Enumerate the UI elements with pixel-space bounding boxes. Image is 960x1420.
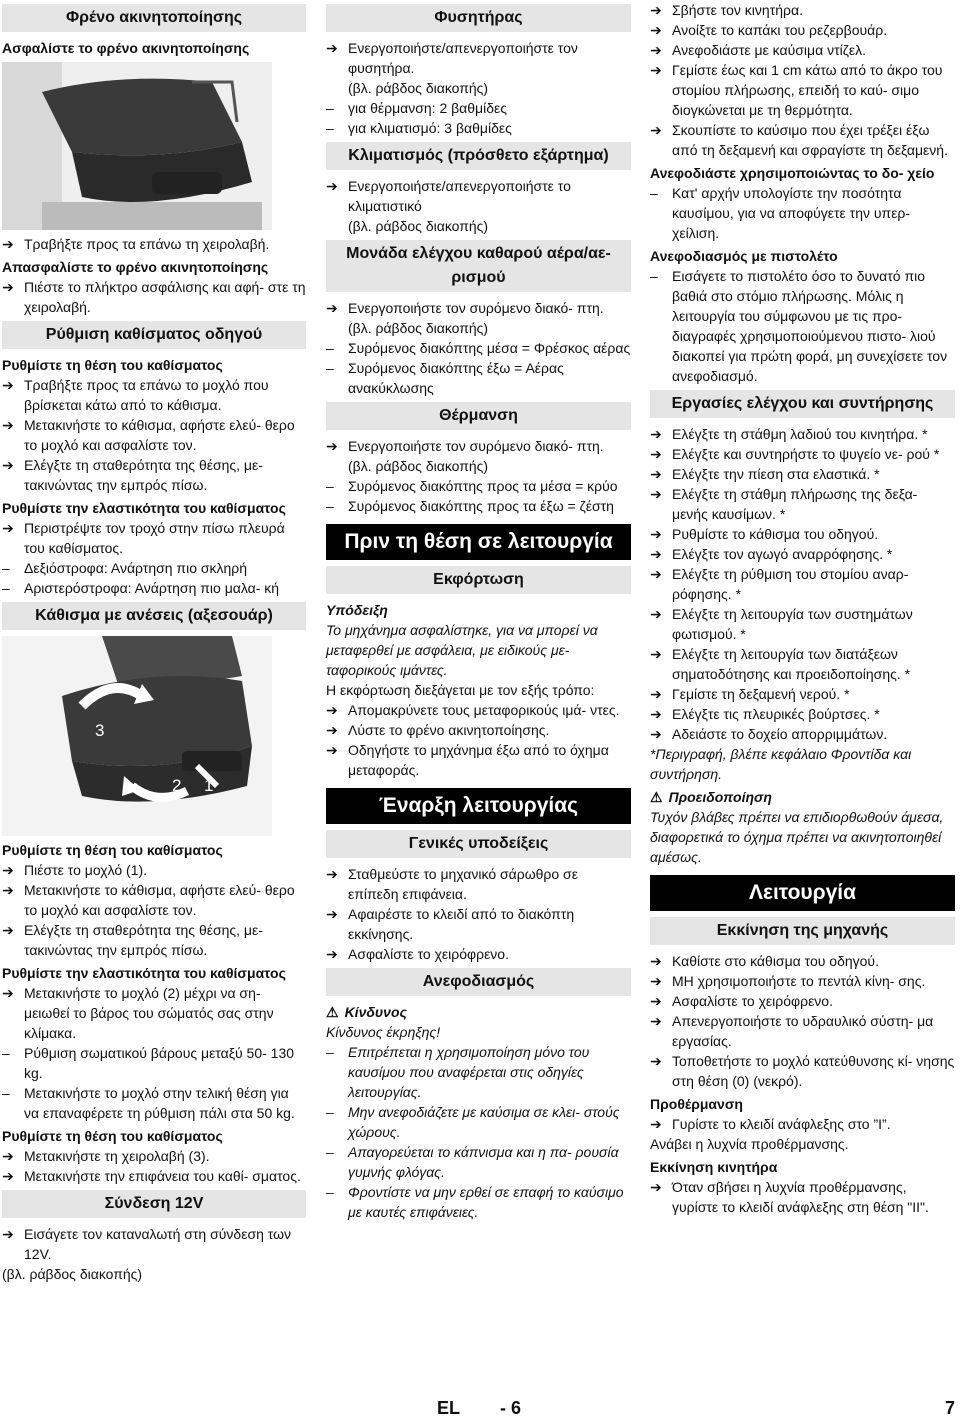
- instruction-step: [326, 38, 631, 78]
- list-item: [326, 338, 631, 358]
- item-text: Σταθμεύστε το μηχανικό σάρωθρο σε επίπεδη επιφάνεια.: [348, 866, 578, 902]
- instruction-step: [2, 234, 306, 254]
- item-text: Σβήστε τον κινητήρα.: [672, 2, 803, 18]
- dash-icon: –: [326, 478, 334, 494]
- item-text: Ενεργοποιήστε/απενεργοποιήστε τον φυσητήρα.: [348, 40, 578, 76]
- arrow-icon: ➔: [650, 1053, 662, 1069]
- handbrake-photo: [2, 62, 272, 230]
- item-text: Συρόμενος διακόπτης προς τα έξω = ζέστη: [348, 498, 614, 514]
- warning-heading: [326, 1002, 631, 1022]
- subheading: Εκκίνηση κινητήρα: [650, 1159, 778, 1175]
- instruction-step: [2, 860, 306, 880]
- column-3: [650, 0, 955, 1217]
- item-text: Ελέγξτε τη λειτουργία των συστημάτων φωτισμού. *: [672, 606, 913, 642]
- item-text: Ελέγξτε τη σταθερότητα της θέσης, με- τακινώντας την εμπρός πίσω.: [24, 457, 263, 493]
- instruction-step: [326, 436, 631, 456]
- item-text: Ασφαλίστε το χειρόφρενο.: [672, 993, 833, 1009]
- arrow-icon: ➔: [2, 1226, 14, 1242]
- chapter-heading: Πριν τη θέση σε λειτουργία: [326, 524, 631, 560]
- arrow-icon: ➔: [650, 606, 662, 622]
- dash-icon: –: [2, 580, 10, 596]
- footer-page-left: - 6: [500, 1398, 522, 1418]
- list-item: [650, 183, 955, 243]
- item-text: Τοποθετήστε το μοχλό κατεύθυνσης κί- νησης στη θέση (0) (νεκρό).: [672, 1053, 955, 1089]
- arrow-icon: ➔: [650, 42, 662, 58]
- arrow-icon: ➔: [650, 1116, 662, 1132]
- item-text: Λύστε το φρένο ακινητοποίησης.: [348, 722, 550, 738]
- arrow-icon: ➔: [650, 686, 662, 702]
- subheading: Προθέρμανση: [650, 1096, 743, 1112]
- item-text: Απενεργοποιήστε το υδραυλικό σύστη- μα εργασίας.: [672, 1013, 934, 1049]
- instruction-step: [650, 604, 955, 644]
- arrow-icon: ➔: [650, 646, 662, 662]
- item-text: Ελέγξτε τη στάθμη πλήρωσης της δεξα- μενής καυσίμων. *: [672, 486, 918, 522]
- body-text: Ανάβει η λυχνία προθέρμανσης.: [650, 1136, 849, 1152]
- item-text: Ασφαλίστε το χειρόφρενο.: [348, 946, 509, 962]
- arrow-icon: ➔: [326, 946, 338, 962]
- subheading: Ρυθμίστε την ελαστικότητα του καθίσματος: [2, 965, 286, 981]
- body-text: (βλ. ράβδος διακοπής): [2, 1266, 143, 1282]
- instruction-step: [650, 484, 955, 524]
- chapter-heading: Έναρξη λειτουργίας: [326, 788, 631, 824]
- subheading: Ανεφοδιάστε χρησιμοποιώντας το δο- χείο: [650, 165, 935, 181]
- arrow-icon: ➔: [650, 486, 662, 502]
- item-text: Όταν σβήσει η λυχνία προθέρμανσης, γυρίστε το κλειδί ανάφλεξης στη θέση "II".: [672, 1179, 929, 1215]
- dash-icon: –: [650, 268, 658, 284]
- arrow-icon: ➔: [326, 722, 338, 738]
- section-heading: Μονάδα ελέγχου καθαρού αέρα/αε- ρισμού: [326, 240, 631, 292]
- item-text: Αδειάστε το δοχείο απορριμμάτων.: [672, 726, 888, 742]
- list-item: [326, 118, 631, 138]
- instruction-step: [650, 971, 955, 991]
- instruction-step: [650, 20, 955, 40]
- instruction-step: [650, 564, 955, 604]
- instruction-step: [650, 424, 955, 444]
- dash-icon: –: [326, 1144, 334, 1160]
- section-heading: Εργασίες ελέγχου και συντήρησης: [650, 390, 955, 418]
- list-item: [650, 266, 955, 386]
- section-heading: Κλιματισμός (πρόσθετο εξάρτημα): [326, 142, 631, 170]
- list-item: [326, 358, 631, 398]
- item-text: Ελέγξτε τη λειτουργία των διατάξεων σηματοδότησης και προειδοποίησης. *: [672, 646, 911, 682]
- arrow-icon: ➔: [2, 457, 14, 473]
- item-text: Ελέγξτε τον αγωγό αναρρόφησης. *: [672, 546, 893, 562]
- arrow-icon: ➔: [650, 546, 662, 562]
- item-text: Φροντίστε να μην ερθεί σε επαφή το καύσιμο με καυτές επιφάνειες.: [348, 1184, 624, 1220]
- arrow-icon: ➔: [650, 2, 662, 18]
- subheading: Ανεφοδιασμός με πιστολέτο: [650, 248, 838, 264]
- instruction-step: [2, 920, 306, 960]
- chapter-heading: Λειτουργία: [650, 875, 955, 911]
- arrow-icon: ➔: [2, 985, 14, 1001]
- dash-icon: –: [2, 560, 10, 576]
- item-text: Ανοίξτε το καπάκι του ρεζερβουάρ.: [672, 22, 888, 38]
- arrow-icon: ➔: [326, 438, 338, 454]
- item-text: Ανεφοδιάστε με καύσιμα ντίζελ.: [672, 42, 867, 58]
- item-text: Μετακινήστε το κάθισμα, αφήστε ελεύ- θερο το μοχλό και ασφαλίστε τον.: [24, 417, 295, 453]
- arrow-icon: ➔: [2, 236, 14, 252]
- item-text: Αφαιρέστε το κλειδί από το διακόπτη εκκίνησης.: [348, 906, 575, 942]
- arrow-icon: ➔: [326, 866, 338, 882]
- item-text: Εισάγετε τον καταναλωτή στη σύνδεση των 12V.: [24, 1226, 292, 1262]
- comfort-seat-photo: [2, 636, 272, 836]
- item-text: Απομακρύνετε τους μεταφορικούς ιμά- ντες.: [348, 702, 620, 718]
- warning-heading: [650, 787, 955, 807]
- instruction-step: [2, 1224, 306, 1264]
- body-text: (βλ. ράβδος διακοπής): [348, 80, 489, 96]
- arrow-icon: ➔: [2, 520, 14, 536]
- instruction-step: [2, 375, 306, 415]
- warning-triangle-icon: ⚠: [650, 789, 663, 805]
- note-text: Τυχόν βλάβες πρέπει να επιδιορθωθούν άμεσα, διαφορετικά το όχημα πρέπει να ακινητοποιηθεί αμέσως.: [650, 809, 944, 865]
- section-heading: Εκφόρτωση: [326, 566, 631, 594]
- instruction-step: [650, 724, 955, 744]
- arrow-icon: ➔: [650, 953, 662, 969]
- item-text: Εισάγετε το πιστολέτο όσο το δυνατό πιο βαθιά στο στόμιο πλήρωσης. Μόλις η λειτουργία του σύμφωνου με τις προ- διαγραφές χρησιμοποιούμενου πιστο- λιού διακοπεί για πρώτη φορά, μη συνεχίσετε τον ανεφοδιασμό.: [672, 268, 948, 384]
- item-text: Κατ' αρχήν υπολογίστε την ποσότητα καυσίμου, για να αποφύγετε την υπερ- χείλιση.: [672, 185, 911, 241]
- dash-icon: –: [326, 120, 334, 136]
- item-text: Γεμίστε έως και 1 cm κάτω από το άκρο του στομίου πλήρωσης, επειδή το καύ- σιμο διογκώνεται με τη θερμότητα.: [672, 62, 943, 118]
- list-item: [2, 578, 306, 598]
- instruction-step: [650, 1011, 955, 1051]
- instruction-step: [2, 1146, 306, 1166]
- arrow-icon: ➔: [326, 702, 338, 718]
- section-heading: Ανεφοδιασμός: [326, 968, 631, 996]
- arrow-icon: ➔: [2, 862, 14, 878]
- list-item: [326, 1102, 631, 1142]
- instruction-step: [650, 120, 955, 160]
- note-text: Κίνδυνος έκρηξης!: [326, 1024, 441, 1040]
- note-text: *Περιγραφή, βλέπε κεφάλαιο Φροντίδα και συντήρηση.: [650, 746, 912, 782]
- list-item: [326, 1142, 631, 1182]
- list-item: [326, 1182, 631, 1222]
- dash-icon: –: [326, 1044, 334, 1060]
- item-text: για κλιματισμό: 3 βαθμίδες: [348, 120, 512, 136]
- body-text: (βλ. ράβδος διακοπής): [348, 218, 489, 234]
- instruction-step: [326, 904, 631, 944]
- item-text: Ενεργοποιήστε τον συρόμενο διακό- πτη.: [348, 438, 604, 454]
- note-heading: Υπόδειξη: [326, 602, 388, 618]
- instruction-step: [326, 298, 631, 318]
- item-text: Μετακινήστε το μοχλό στην τελική θέση για να επαναφέρετε τη ρύθμιση πάλι στα 50 kg.: [24, 1085, 295, 1121]
- arrow-icon: ➔: [650, 726, 662, 742]
- subheading: Απασφαλίστε το φρένο ακινητοποίησης: [2, 259, 269, 275]
- instruction-step: [326, 944, 631, 964]
- arrow-icon: ➔: [650, 62, 662, 78]
- dash-icon: –: [326, 100, 334, 116]
- instruction-step: [2, 983, 306, 1043]
- item-text: Συρόμενος διακόπτης έξω = Αέρας ανακύκλωσης: [348, 360, 564, 396]
- instruction-step: [650, 684, 955, 704]
- instruction-step: [326, 720, 631, 740]
- arrow-icon: ➔: [650, 1179, 662, 1195]
- item-text: Επιτρέπεται η χρησιμοποίηση μόνο του καυσίμου που αναφέρεται στις οδηγίες λειτουργίας.: [348, 1044, 590, 1100]
- item-text: Τραβήξτε προς τα επάνω το μοχλό που βρίσκεται κάτω από το κάθισμα.: [24, 377, 269, 413]
- warning-label: Κίνδυνος: [344, 1004, 407, 1020]
- section-heading: Ρύθμιση καθίσματος οδηγού: [2, 321, 306, 349]
- instruction-step: [2, 518, 306, 558]
- instruction-step: [650, 1114, 955, 1134]
- arrow-icon: ➔: [650, 446, 662, 462]
- item-text: Συρόμενος διακόπτης προς τα μέσα = κρύο: [348, 478, 618, 494]
- body-text: (βλ. ράβδος διακοπής): [348, 320, 489, 336]
- section-heading: Γενικές υποδείξεις: [326, 830, 631, 858]
- arrow-icon: ➔: [650, 1013, 662, 1029]
- instruction-step: [650, 991, 955, 1011]
- arrow-icon: ➔: [650, 973, 662, 989]
- item-text: Ρυθμίστε το κάθισμα του οδηγού.: [672, 526, 879, 542]
- arrow-icon: ➔: [326, 906, 338, 922]
- instruction-step: [326, 864, 631, 904]
- arrow-icon: ➔: [650, 466, 662, 482]
- item-text: Ελέγξτε τη ρύθμιση του στομίου αναρ- ρόφησης. *: [672, 566, 909, 602]
- item-text: Γεμίστε τη δεξαμενή νερού. *: [672, 686, 850, 702]
- item-text: Σκουπίστε το καύσιμο που έχει τρέξει έξω από τη δεξαμενή και σφραγίστε τη δεξαμενή.: [672, 122, 948, 158]
- instruction-step: [650, 464, 955, 484]
- list-item: [326, 496, 631, 516]
- item-text: Μετακινήστε την επιφάνεια του καθί- σματος.: [24, 1168, 301, 1184]
- arrow-icon: ➔: [2, 417, 14, 433]
- instruction-step: [326, 176, 631, 216]
- instruction-step: [326, 700, 631, 720]
- item-text: Ελέγξτε τη σταθερότητα της θέσης, με- τακινώντας την εμπρός πίσω.: [24, 922, 263, 958]
- instruction-step: [650, 444, 955, 464]
- dash-icon: –: [326, 1104, 334, 1120]
- body-text: (βλ. ράβδος διακοπής): [348, 458, 489, 474]
- item-text: Οδηγήστε το μηχάνημα έξω από το όχημα μεταφοράς.: [348, 742, 609, 778]
- item-text: Καθίστε στο κάθισμα του οδηγού.: [672, 953, 879, 969]
- list-item: [326, 98, 631, 118]
- footer-page-right: 7: [945, 1398, 956, 1418]
- column-2: [326, 0, 631, 1222]
- item-text: Πιέστε το μοχλό (1).: [24, 862, 148, 878]
- footer-lang: EL: [437, 1398, 461, 1418]
- arrow-icon: ➔: [2, 377, 14, 393]
- column-1: [2, 0, 306, 1284]
- callout-2: 2: [172, 776, 182, 795]
- instruction-step: [326, 740, 631, 780]
- arrow-icon: ➔: [2, 279, 14, 295]
- instruction-step: [650, 951, 955, 971]
- item-text: Απαγορεύεται το κάπνισμα και η πα- ρουσία γυμνής φλόγας.: [348, 1144, 619, 1180]
- section-heading: Εκκίνηση της μηχανής: [650, 917, 955, 945]
- subheading: Ρυθμίστε τη θέση του καθίσματος: [2, 1128, 223, 1144]
- note-text: Το μηχάνημα ασφαλίστηκε, για να μπορεί να μεταφερθεί με ασφάλεια, με ειδικούς με- ταφορικούς ιμάντες.: [326, 622, 598, 678]
- arrow-icon: ➔: [650, 426, 662, 442]
- arrow-icon: ➔: [326, 40, 338, 56]
- item-text: Ελέγξτε τη στάθμη λαδιού του κινητήρα. *: [672, 426, 928, 442]
- item-text: Μετακινήστε το κάθισμα, αφήστε ελεύ- θερο το μοχλό και ασφαλίστε τον.: [24, 882, 295, 918]
- arrow-icon: ➔: [650, 526, 662, 542]
- arrow-icon: ➔: [2, 1148, 14, 1164]
- instruction-step: [650, 60, 955, 120]
- body-text: Η εκφόρτωση διεξάγεται με τον εξής τρόπο:: [326, 682, 595, 698]
- item-text: Ελέγξτε την πίεση στα ελαστικά. *: [672, 466, 880, 482]
- section-heading: Φρένο ακινητοποίησης: [2, 4, 306, 32]
- dash-icon: –: [650, 185, 658, 201]
- instruction-step: [650, 40, 955, 60]
- instruction-step: [2, 455, 306, 495]
- arrow-icon: ➔: [2, 882, 14, 898]
- item-text: Γυρίστε το κλειδί ανάφλεξης στο ”I”.: [672, 1116, 891, 1132]
- section-heading: Θέρμανση: [326, 402, 631, 430]
- dash-icon: –: [2, 1085, 10, 1101]
- dash-icon: –: [326, 1184, 334, 1200]
- item-text: Περιστρέψτε τον τροχό στην πίσω πλευρά του καθίσματος.: [24, 520, 285, 556]
- instruction-step: [650, 704, 955, 724]
- arrow-icon: ➔: [650, 993, 662, 1009]
- section-heading: Σύνδεση 12V: [2, 1190, 306, 1218]
- arrow-icon: ➔: [326, 300, 338, 316]
- list-item: [2, 558, 306, 578]
- instruction-step: [650, 544, 955, 564]
- item-text: Δεξιόστροφα: Ανάρτηση πιο σκληρή: [24, 560, 248, 576]
- instruction-step: [2, 415, 306, 455]
- subheading: Ρυθμίστε την ελαστικότητα του καθίσματος: [2, 500, 286, 516]
- dash-icon: –: [326, 498, 334, 514]
- instruction-step: [2, 1166, 306, 1186]
- item-text: Πιέστε το πλήκτρο ασφάλισης και αφή- στε τη χειρολαβή.: [24, 279, 306, 315]
- list-item: [2, 1043, 306, 1083]
- subheading: Ρυθμίστε τη θέση του καθίσματος: [2, 357, 223, 373]
- callout-1: 1: [204, 776, 214, 795]
- instruction-step: [650, 644, 955, 684]
- instruction-step: [650, 524, 955, 544]
- item-text: Μετακινήστε το μοχλό (2) μέχρι να ση- μειωθεί το βάρος του σώματός σας στην κλίμακα.: [24, 985, 274, 1041]
- list-item: [326, 1042, 631, 1102]
- item-text: Συρόμενος διακόπτης μέσα = Φρέσκος αέρας: [348, 340, 631, 356]
- item-text: Ενεργοποιήστε τον συρόμενο διακό- πτη.: [348, 300, 604, 316]
- item-text: Αριστερόστροφα: Ανάρτηση πιο μαλα- κή: [24, 580, 280, 596]
- warning-label: Προειδοποίηση: [668, 789, 772, 805]
- section-heading: Φυσητήρας: [326, 4, 631, 32]
- dash-icon: –: [326, 340, 334, 356]
- item-text: Ελέγξτε και συντηρήστε το ψυγείο νε- ρού *: [672, 446, 940, 462]
- arrow-icon: ➔: [326, 178, 338, 194]
- instruction-step: [2, 277, 306, 317]
- subheading: Ρυθμίστε τη θέση του καθίσματος: [2, 842, 223, 858]
- instruction-step: [650, 0, 955, 20]
- item-text: ΜΗ χρησιμοποιήστε το πεντάλ κίνη- σης.: [672, 973, 926, 989]
- arrow-icon: ➔: [650, 122, 662, 138]
- arrow-icon: ➔: [650, 22, 662, 38]
- instruction-step: [650, 1177, 955, 1217]
- callout-3: 3: [95, 721, 105, 740]
- instruction-step: [650, 1051, 955, 1091]
- warning-triangle-icon: ⚠: [326, 1004, 339, 1020]
- item-text: Τραβήξτε προς τα επάνω τη χειρολαβή.: [24, 236, 270, 252]
- instruction-step: [2, 880, 306, 920]
- arrow-icon: ➔: [2, 922, 14, 938]
- arrow-icon: ➔: [326, 742, 338, 758]
- item-text: για θέρμανση: 2 βαθμίδες: [348, 100, 508, 116]
- arrow-icon: ➔: [650, 706, 662, 722]
- arrow-icon: ➔: [650, 566, 662, 582]
- section-heading: Κάθισμα με ανέσεις (αξεσουάρ): [2, 602, 306, 630]
- item-text: Ρύθμιση σωματικού βάρους μεταξύ 50- 130 kg.: [24, 1045, 295, 1081]
- list-item: [2, 1083, 306, 1123]
- item-text: Μην ανεφοδιάζετε με καύσιμα σε κλει- στούς χώρους.: [348, 1104, 620, 1140]
- item-text: Μετακινήστε τη χειρολαβή (3).: [24, 1148, 210, 1164]
- subheading: Ασφαλίστε το φρένο ακινητοποίησης: [2, 40, 250, 56]
- list-item: [326, 476, 631, 496]
- item-text: Ελέγξτε τις πλευρικές βούρτσες. *: [672, 706, 880, 722]
- dash-icon: –: [326, 360, 334, 376]
- arrow-icon: ➔: [2, 1168, 14, 1184]
- item-text: Ενεργοποιήστε/απενεργοποιήστε το κλιματιστικό: [348, 178, 571, 214]
- dash-icon: –: [2, 1045, 10, 1061]
